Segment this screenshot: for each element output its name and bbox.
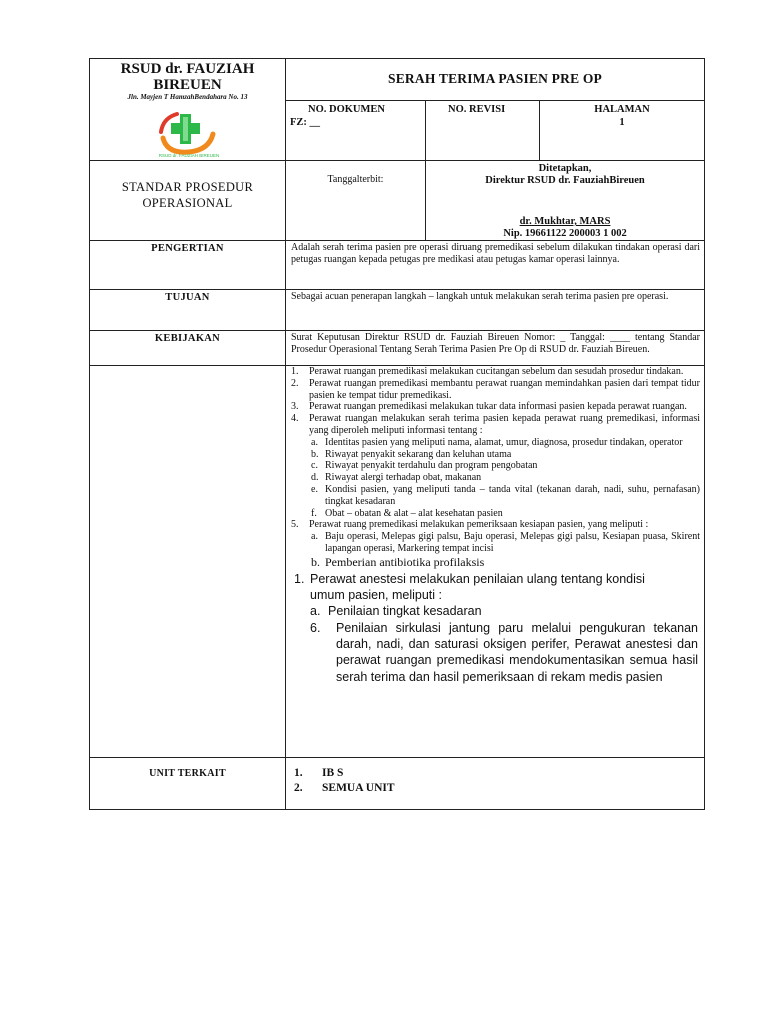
- list-item-continuation: umum pasien, meliputi :: [310, 588, 443, 603]
- sub-list-item: b. Riwayat penyakit sekarang dan keluhan utama: [311, 448, 512, 460]
- list-item: 1. Perawat anestesi melakukan penilaian ulang tentang kondisi: [294, 571, 645, 586]
- tujuan-text: Sebagai acuan penerapan langkah – langkah untuk melakukan serah terima pasien pre operasi.: [286, 290, 705, 331]
- signer-name: dr. Mukhtar, MARS: [519, 216, 611, 227]
- hospital-address: Jln. Mayjen T HamzahBendahara No. 13: [127, 93, 248, 101]
- sub-list-item: a. Identitas pasien yang meliputi nama, alamat, umur, diagnosa, prosedur tindakan, operator: [311, 436, 683, 448]
- ditetapkan-label: Ditetapkan,: [538, 163, 592, 174]
- list-item: 4. Perawat ruangan melakukan serah terima pasien kepada perawat ruang premedikasi, informasi yang diperoleh meliputi informasi tentang :: [291, 413, 701, 436]
- prosedur-anestesi: [286, 571, 704, 685]
- halaman-label: HALAMAN: [594, 104, 650, 115]
- sub-list-item: c. Riwayat penyakit terdahulu dan program pengobatan: [311, 460, 538, 472]
- prosedur-list: [286, 366, 704, 569]
- sub-list-item: a. Baju operasi, Melepas gigi palsu, Baju operasi, Melepas gigi palsu, Kesiapan puasa, Skirent lapangan operasi, Markering tempat incisi: [311, 531, 701, 554]
- sub-list-item: e. Kondisi pasien, yang meliputi tanda – tanda vital (tekanan darah, nadi, suhu, pernafasan) tingkat kesadaran: [311, 483, 701, 507]
- hospital-logo-icon: [153, 108, 223, 158]
- unit-terkait-label: UNIT TERKAIT: [90, 758, 286, 810]
- hospital-header-cell: [90, 59, 286, 161]
- tujuan-label: TUJUAN: [90, 290, 286, 331]
- sop-document: [89, 58, 704, 810]
- pengertian-text: Adalah serah terima pasien pre operasi diruang premedikasi sebelum dilakukan tindakan operasi dari petugas ruangan kepada petugas pre medikasi atau petugas kamar operasi lainnya.: [286, 241, 705, 290]
- direktur-label: Direktur RSUD dr. FauziahBireuen: [485, 175, 645, 186]
- logo-caption: RSUD dr. FAUZIAH BIREUEN: [158, 153, 219, 158]
- sop-table: [89, 58, 705, 810]
- sub-list-item: 6. Penilaian sirkulasi jantung paru melalui pengukuran tekanan darah, nadi, dan saturasi oksigen perifer, Perawat anestesi dan perawat ruangan premedikasi mendokumentasikan semua hasil serah terima dan hasil pemeriksaan di rekam medis pasien: [310, 620, 699, 684]
- pengertian-label: PENGERTIAN: [90, 241, 286, 290]
- list-item: 1. Perawat ruangan premedikasi melakukan cucitangan sebelum dan sesudah prosedur tindakan.: [291, 366, 684, 377]
- list-item: 3. Perawat ruangan premedikasi melakukan tukar data informasi pasien kepada perawat ruangan.: [291, 401, 687, 413]
- list-item: 1. IB S: [294, 767, 344, 779]
- kebijakan-text: Surat Keputusan Direktur RSUD dr. Fauziah Bireuen Nomor: _ Tanggal: ____ tentang Standar Prosedur Operasional Tentang Serah Terima Pasien Pre Op di RSUD dr. Fauziah Bireuen.: [286, 331, 705, 366]
- sub-list-item: b. Pemberian antibiotika profilaksis: [311, 554, 485, 569]
- list-item: 2. SEMUA UNIT: [294, 782, 395, 794]
- document-title: SERAH TERIMA PASIEN PRE OP: [286, 59, 705, 101]
- unit-terkait-list: [286, 758, 705, 810]
- signer-nip: Nip. 19661122 200003 1 002: [503, 228, 627, 239]
- prosedur-cell: [286, 366, 705, 758]
- no-dokumen-value: FZ: __: [290, 117, 321, 128]
- prosedur-label-cell: [90, 366, 286, 758]
- sub-list-item: f. Obat – obatan & alat – alat kesehatan pasien: [311, 507, 503, 519]
- ditetapkan-cell: [426, 161, 705, 241]
- sub-list-item: d. Riwayat alergi terhadap obat, makanan: [311, 472, 482, 484]
- no-revisi-cell: [426, 101, 540, 161]
- hospital-logo: [153, 108, 223, 158]
- no-dokumen-cell: [286, 101, 426, 161]
- kebijakan-label: KEBIJAKAN: [90, 331, 286, 366]
- sub-list-item: a. Penilaian tingkat kesadaran: [310, 604, 482, 619]
- halaman-cell: [540, 101, 705, 161]
- no-revisi-label: NO. REVISI: [448, 104, 506, 115]
- halaman-value: 1: [619, 117, 625, 128]
- no-dokumen-label: NO. DOKUMEN: [308, 104, 385, 115]
- list-item: 2. Perawat ruangan premedikasi membantu perawat ruangan memindahkan pasien dari tempat tidur pasien ke tempat tidur premedikasi.: [291, 377, 701, 401]
- hospital-name: RSUD dr. FAUZIAH BIREUEN: [120, 61, 255, 93]
- list-item: 5. Perawat ruang premedikasi melakukan pemeriksaan kesiapan pasien, yang meliputi :: [291, 519, 649, 531]
- tanggal-terbit-label: Tanggalterbit:: [286, 161, 426, 241]
- spo-label: STANDAR PROSEDUR OPERASIONAL: [90, 161, 286, 241]
